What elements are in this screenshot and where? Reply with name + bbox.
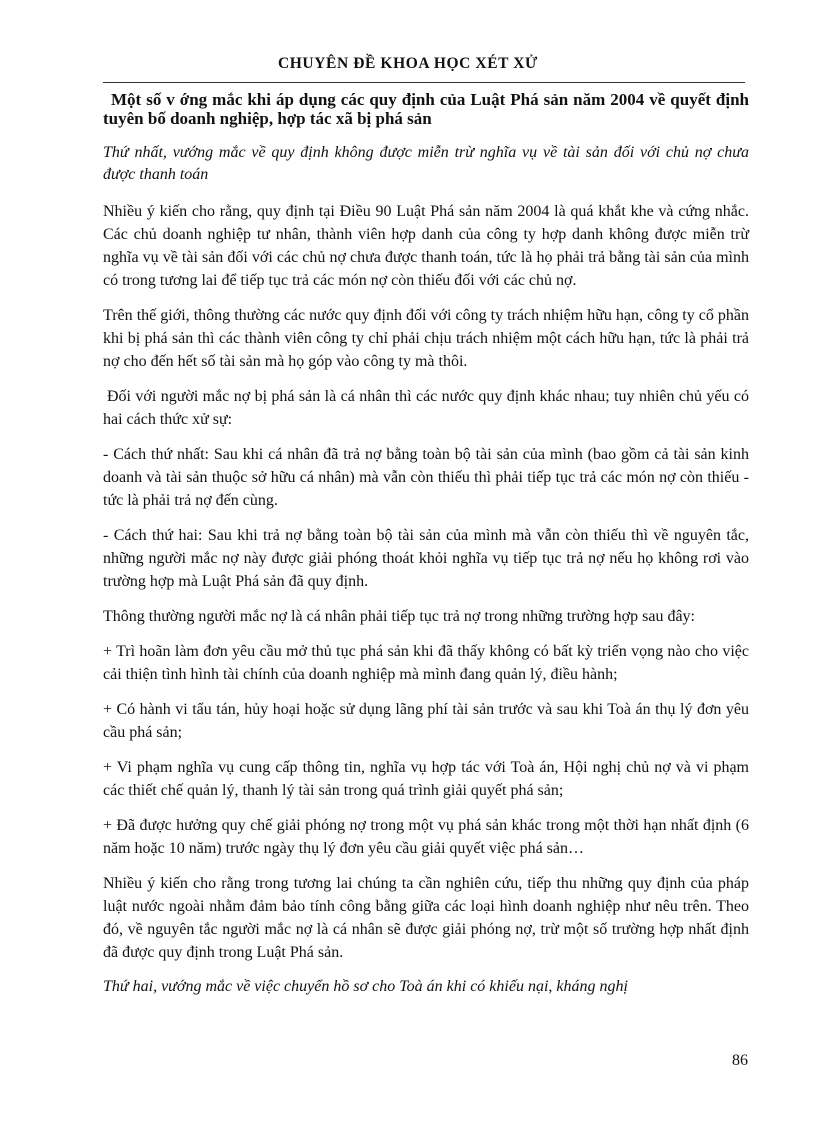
section-heading [103, 90, 749, 128]
list-item: + Đã được hưởng quy chế giải phóng nợ trong một vụ phá sản khác trong một thời hạn nhất định (6 năm hoặc 10 năm) trước ngày thụ lý đơn yêu cầu giải quyết việc phá sản… [103, 817, 749, 857]
section-heading-text: Một số v ớng mắc khi áp dụng các quy định của Luật Phá sản năm 2004 về quyết định tuyên bố doanh nghiệp, hợp tác xã bị phá sản [103, 90, 749, 128]
subsection-heading-2: Thứ hai, vướng mắc về việc chuyển hồ sơ cho Toà án khi có khiếu nại, kháng nghị [103, 978, 628, 995]
page-content [103, 90, 749, 1012]
body-paragraph: Thông thường người mắc nợ là cá nhân phải tiếp tục trả nợ trong những trường hợp sau đây: [103, 608, 695, 625]
list-item: - Cách thứ hai: Sau khi trả nợ bằng toàn bộ tài sản của mình mà vẫn còn thiếu thì về nguyên tắc, những người mắc nợ này được giải phóng thoát khỏi nghĩa vụ tiếp tục trả nợ nếu họ không rơi vào trường hợp mà Luật Phá sản đã quy định. [103, 527, 749, 590]
subsection-heading-1: Thứ nhất, vướng mắc về quy định không được miễn trừ nghĩa vụ về tài sản đối với chủ nợ chưa được thanh toán [103, 144, 749, 183]
list-item: - Cách thứ nhất: Sau khi cá nhân đã trả nợ bằng toàn bộ tài sản của mình (bao gồm cả tài sản kinh doanh và tài sản thuộc sở hữu cá nhân) mà vẫn còn thiếu thì phải tiếp tục trả các món nợ còn thiếu - tức là phải trả nợ đến cùng. [103, 446, 749, 509]
body-paragraph: Trên thế giới, thông thường các nước quy định đối với công ty trách nhiệm hữu hạn, công ty cổ phần khi bị phá sản thì các thành viên công ty chỉ phải chịu trách nhiệm một cách hữu hạn, tức là phải trả nợ cho đến hết số tài sản mà họ góp vào công ty mà thôi. [103, 307, 749, 370]
list-item: + Có hành vi tẩu tán, hủy hoại hoặc sử dụng lãng phí tài sản trước và sau khi Toà án thụ lý đơn yêu cầu phá sản; [103, 701, 749, 741]
running-header-title: CHUYÊN ĐỀ KHOA HỌC XÉT XỬ [277, 55, 538, 72]
list-item: + Vi phạm nghĩa vụ cung cấp thông tin, nghĩa vụ hợp tác với Toà án, Hội nghị chủ nợ và vi phạm các thiết chế quản lý, thanh lý tài sản trong quá trình giải quyết phá sản; [103, 759, 749, 799]
body-paragraph: Nhiều ý kiến cho rằng trong tương lai chúng ta cần nghiên cứu, tiếp thu những quy định của pháp luật nước ngoài nhằm đảm bảo tính công bằng giữa các loại hình doanh nghiệp như nêu trên. Theo đó, về nguyên tắc người mắc nợ là cá nhân sẽ được giải phóng nợ, trừ một số trường hợp nhất định đã được quy định trong Luật Phá sản. [103, 875, 749, 961]
header-divider [103, 82, 745, 83]
body-paragraph: Nhiều ý kiến cho rằng, quy định tại Điều 90 Luật Phá sản năm 2004 là quá khắt khe và cứng nhắc. Các chủ doanh nghiệp tư nhân, thành viên hợp danh của công ty hợp danh không được miễn trừ nghĩa vụ về tài sản đối với các chủ nợ chưa được thanh toán, tức là họ phải trả bằng tài sản của mình có trong tương lai để tiếp tục trả các món nợ còn thiếu đối với các chủ nợ. [103, 203, 749, 289]
page-number: 86 [732, 1052, 748, 1069]
list-item: + Trì hoãn làm đơn yêu cầu mở thủ tục phá sản khi đã thấy không có bất kỳ triển vọng nào cho việc cải thiện tình hình tài chính của doanh nghiệp mà mình đang quản lý, điều hành; [103, 643, 749, 683]
body-paragraph: Đối với người mắc nợ bị phá sản là cá nhân thì các nước quy định khác nhau; tuy nhiên chủ yếu có hai cách thức xử sự: [103, 388, 749, 428]
